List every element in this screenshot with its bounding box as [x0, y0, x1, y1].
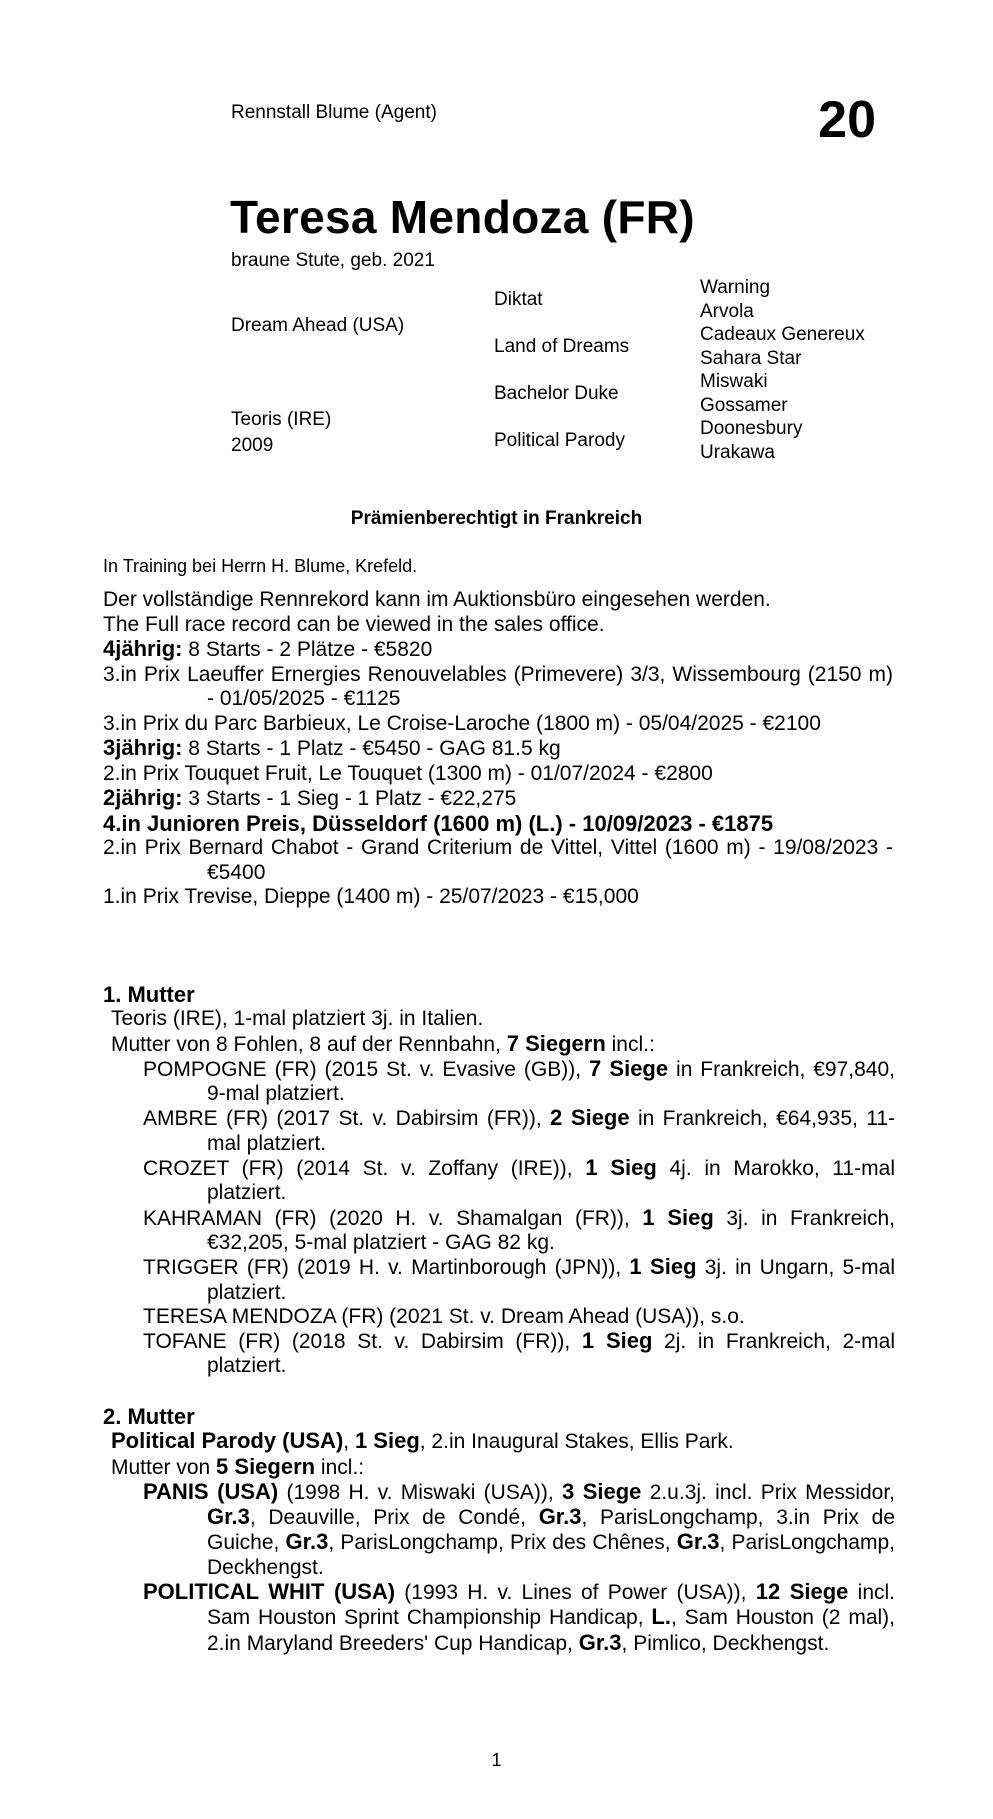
second-dam-section	[103, 1405, 895, 1656]
progeny-entry: TOFANE (FR) (2018 St. v. Dabirsim (FR)), 1 Sieg 2j. in Frankreich, 2-mal platziert.	[143, 1328, 895, 1378]
first-dam-section	[103, 983, 895, 1379]
first-dam-title: 1. Mutter	[103, 982, 195, 1007]
progeny-entry: PANIS (USA) (1998 H. v. Miswaki (USA)), 3 Siege 2.u.3j. incl. Prix Messidor, Gr.3, Deauville, Prix de Condé, Gr.3, ParisLongchamp, 3.in Prix de Guiche, Gr.3, ParisLongchamp, Prix des Chênes, Gr.3, ParisLongchamp, Deckhengst.	[143, 1478, 896, 1579]
progeny-entry: TRIGGER (FR) (2019 H. v. Martinborough (JPN)), 1 Sieg 3j. in Ungarn, 5-mal platziert.	[143, 1254, 896, 1304]
page-number: 1	[491, 1750, 502, 1770]
progeny-entry: AMBRE (FR) (2017 St. v. Dabirsim (FR)), 2 Siege in Frankreich, €64,935, 11-mal platziert.	[143, 1105, 895, 1155]
progeny-entry: KAHRAMAN (FR) (2020 H. v. Shamalgan (FR)), 1 Sieg 3j. in Frankreich, €32,205, 5-mal platziert - GAG 82 kg.	[143, 1204, 895, 1254]
race-record-note-de: Der vollständige Rennrekord kann im Auktionsbüro eingesehen werden.	[103, 588, 771, 611]
pedigree-dam: Teoris (IRE)	[231, 409, 332, 430]
lot-number: 20	[818, 91, 876, 149]
pedigree-sire: Dream Ahead (USA)	[231, 315, 405, 336]
pedigree-grandparent: Diktat	[494, 289, 543, 310]
pedigree-great-grandparent: Urakawa	[700, 442, 775, 463]
progeny-entry: TERESA MENDOZA (FR) (2021 St. v. Dream Ahead (USA)), s.o.	[143, 1304, 745, 1328]
age-3-summary: 3jährig: 8 Starts - 1 Platz - €5450 - GAG 81.5 kg	[103, 735, 561, 760]
race-result: 3.in Prix Laeuffer Ernergies Renouvelables (Primevere) 3/3, Wissembourg (2150 m) - 01/05/2025 - €1125	[103, 662, 893, 710]
pedigree-great-grandparent: Warning	[700, 277, 771, 298]
pedigree-grandparent: Land of Dreams	[494, 336, 630, 357]
pedigree-grandparent: Bachelor Duke	[494, 383, 619, 404]
age-2-summary: 2jährig: 3 Starts - 1 Sieg - 1 Platz - €22,275	[103, 785, 517, 810]
race-result: 3.in Prix du Parc Barbieux, Le Croise-Laroche (1800 m) - 05/04/2025 - €2100	[103, 711, 821, 735]
race-record	[103, 588, 893, 910]
age-label: 3jährig:	[103, 735, 183, 760]
dam-record: Teoris (IRE), 1-mal platziert 3j. in Italien.	[111, 1007, 484, 1031]
pedigree-great-grandparent: Cadeaux Genereux	[700, 324, 865, 345]
dam-produce-summary: Mutter von 5 Siegern incl.:	[111, 1453, 365, 1479]
pedigree-dam-year: 2009	[231, 435, 274, 456]
age-label: 2jährig:	[103, 785, 183, 810]
race-result-black-type: 4.in Junioren Preis, Düsseldorf (1600 m) (L.) - 10/09/2023 - €1875	[103, 810, 774, 836]
age-4-summary: 4jährig: 8 Starts - 2 Plätze - €5820	[103, 636, 433, 661]
consignor: Rennstall Blume (Agent)	[231, 102, 437, 123]
premium-note: Prämienberechtigt in Frankreich	[350, 508, 643, 529]
age-label: 4jährig:	[103, 636, 183, 661]
dam-produce-summary: Mutter von 8 Fohlen, 8 auf der Rennbahn, 7 Siegern incl.:	[111, 1030, 655, 1056]
pedigree-great-grandparent: Arvola	[700, 301, 754, 322]
horse-description: braune Stute, geb. 2021	[231, 250, 435, 271]
progeny-entry: POLITICAL WHIT (USA) (1993 H. v. Lines of Power (USA)), 12 Siege incl. Sam Houston Sprint Championship Handicap, L., Sam Houston (2 mal), 2.in Maryland Breeders' Cup Handicap, Gr.3, Pimlico, Deckhengst.	[143, 1579, 896, 1655]
pedigree-great-grandparent: Miswaki	[700, 371, 768, 392]
pedigree-great-grandparent: Sahara Star	[700, 348, 802, 369]
trainer-note: In Training bei Herrn H. Blume, Krefeld.	[103, 556, 418, 576]
race-result: 2.in Prix Touquet Fruit, Le Touquet (1300 m) - 01/07/2024 - €2800	[103, 761, 713, 785]
progeny-entry: POMPOGNE (FR) (2015 St. v. Evasive (GB)), 7 Siege in Frankreich, €97,840, 9-mal platziert.	[143, 1055, 895, 1106]
pedigree-great-grandparent: Doonesbury	[700, 418, 803, 439]
pedigree-grandparent: Political Parody	[494, 430, 625, 451]
pedigree-great-grandparent: Gossamer	[700, 395, 788, 416]
second-dam-title: 2. Mutter	[103, 1404, 195, 1429]
race-result: 2.in Prix Bernard Chabot - Grand Criterium de Vittel, Vittel (1600 m) - 19/08/2023 - €5400	[103, 836, 893, 884]
horse-name: Teresa Mendoza (FR)	[230, 191, 695, 243]
race-record-note-en: The Full race record can be viewed in the sales office.	[103, 612, 605, 636]
progeny-entry: CROZET (FR) (2014 St. v. Zoffany (IRE)), 1 Sieg 4j. in Marokko, 11-mal platziert.	[143, 1155, 896, 1205]
dam-record: Political Parody (USA), 1 Sieg, 2.in Inaugural Stakes, Ellis Park.	[111, 1428, 734, 1454]
race-result: 1.in Prix Trevise, Dieppe (1400 m) - 25/07/2023 - €15,000	[103, 885, 639, 908]
